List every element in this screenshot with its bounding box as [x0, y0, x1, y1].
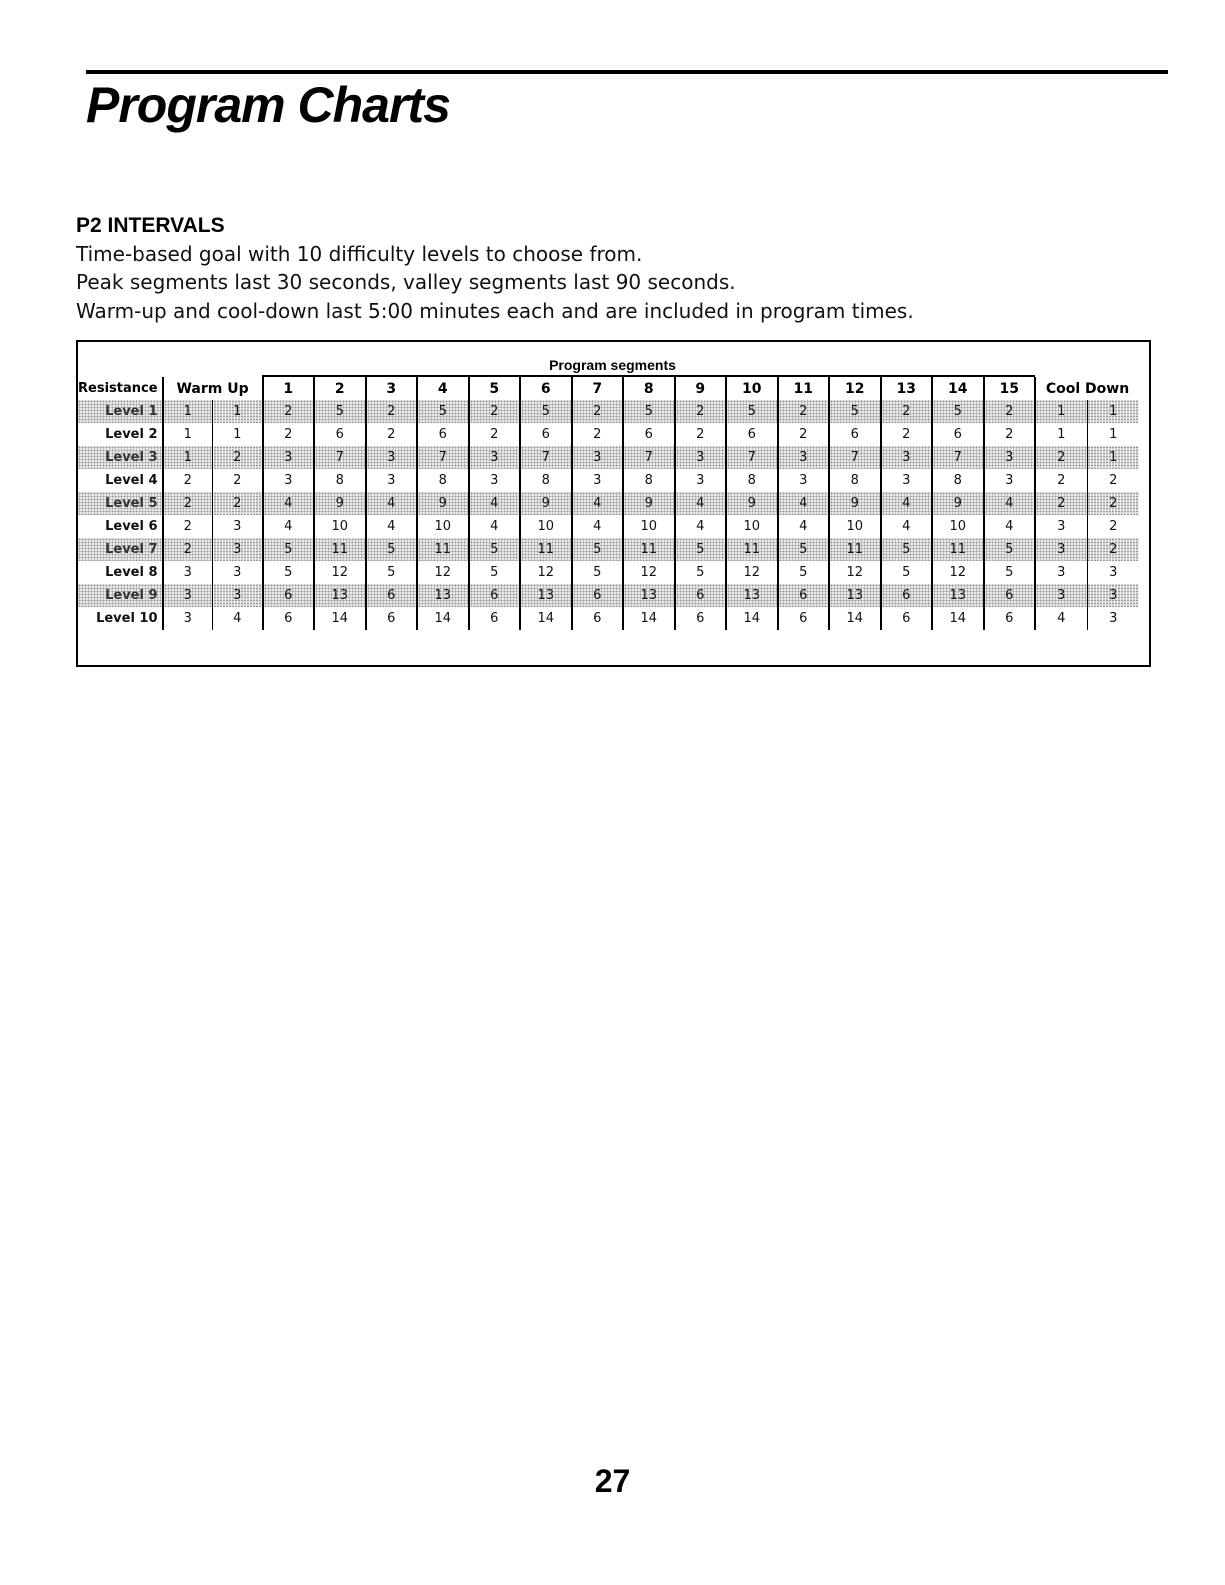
cool-down-cell: 1 [1035, 423, 1087, 446]
header-segment-7: 7 [572, 377, 624, 400]
segment-cell: 4 [263, 515, 315, 538]
segment-cell: 5 [726, 400, 778, 423]
table-row [78, 492, 1139, 515]
warm-up-cell: 3 [163, 584, 213, 607]
cool-down-cell: 2 [1035, 446, 1087, 469]
description-line-1: Time-based goal with 10 difficulty levels to choose from. [76, 242, 643, 266]
warm-up-cell: 2 [163, 538, 213, 561]
segment-cell: 3 [675, 469, 727, 492]
segment-cell: 10 [726, 515, 778, 538]
cool-down-cell: 3 [1087, 607, 1139, 630]
segment-cell: 6 [314, 423, 366, 446]
cool-down-cell: 2 [1087, 515, 1139, 538]
segment-cell: 3 [778, 446, 830, 469]
segment-cell: 11 [829, 538, 881, 561]
segment-cell: 12 [623, 561, 675, 584]
segment-cell: 14 [520, 607, 572, 630]
segment-cell: 5 [366, 561, 418, 584]
table-row [78, 515, 1139, 538]
segment-cell: 3 [366, 469, 418, 492]
segment-cell: 3 [881, 446, 933, 469]
segment-cell: 9 [932, 492, 984, 515]
header-segment-6: 6 [520, 377, 572, 400]
warm-up-cell: 3 [163, 607, 213, 630]
table-body [78, 400, 1139, 630]
segment-cell: 3 [675, 446, 727, 469]
cool-down-cell: 4 [1035, 607, 1087, 630]
segment-cell: 5 [675, 538, 727, 561]
segment-cell: 14 [726, 607, 778, 630]
segment-cell: 3 [778, 469, 830, 492]
segment-cell: 2 [263, 400, 315, 423]
warm-up-cell: 1 [163, 446, 213, 469]
segment-cell: 4 [675, 515, 727, 538]
segment-cell: 4 [984, 515, 1036, 538]
segment-cell: 3 [984, 469, 1036, 492]
segment-cell: 8 [623, 469, 675, 492]
segment-cell: 5 [932, 400, 984, 423]
segment-cell: 4 [469, 492, 521, 515]
program-segments-title: Program segments [549, 357, 676, 373]
page-number: 27 [594, 1463, 631, 1499]
segment-cell: 13 [520, 584, 572, 607]
segment-cell: 7 [520, 446, 572, 469]
segment-cell: 3 [263, 446, 315, 469]
segment-cell: 8 [417, 469, 469, 492]
segment-cell: 6 [263, 584, 315, 607]
segment-cell: 2 [984, 400, 1036, 423]
warm-up-cell: 2 [213, 446, 263, 469]
segment-cell: 6 [675, 584, 727, 607]
warm-up-cell: 1 [213, 400, 263, 423]
segment-cell: 12 [726, 561, 778, 584]
segment-cell: 9 [623, 492, 675, 515]
warm-up-cell: 2 [163, 515, 213, 538]
row-label: Level 7 [78, 538, 163, 561]
segment-cell: 6 [675, 607, 727, 630]
segment-cell: 2 [263, 423, 315, 446]
table-row [78, 469, 1139, 492]
segment-cell: 6 [778, 584, 830, 607]
segment-cell: 11 [932, 538, 984, 561]
segment-cell: 6 [469, 584, 521, 607]
table-row [78, 400, 1139, 423]
header-segment-8: 8 [623, 377, 675, 400]
segment-cell: 4 [572, 492, 624, 515]
header-segment-9: 9 [675, 377, 727, 400]
segment-cell: 6 [881, 584, 933, 607]
segment-cell: 6 [829, 423, 881, 446]
warm-up-cell: 4 [233, 611, 242, 626]
segment-cell: 5 [314, 400, 366, 423]
cool-down-cell: 2 [1035, 492, 1087, 515]
segment-cell: 8 [829, 469, 881, 492]
segment-cell: 4 [263, 492, 315, 515]
warm-up-cell: 1 [163, 400, 213, 423]
segment-cell: 9 [314, 492, 366, 515]
segment-cell: 2 [675, 400, 727, 423]
row-label: Level 1 [78, 400, 163, 423]
header-segment-13: 13 [881, 377, 933, 400]
segment-cell: 12 [520, 561, 572, 584]
segment-cell: 6 [520, 423, 572, 446]
segment-cell: 13 [314, 584, 366, 607]
segment-cell: 4 [778, 492, 830, 515]
segment-cell: 4 [469, 515, 521, 538]
segment-cell: 6 [984, 607, 1036, 630]
segment-cell: 7 [829, 446, 881, 469]
segment-cell: 5 [263, 538, 315, 561]
warm-up-cell: 2 [163, 469, 213, 492]
row-label: Level 10 [78, 607, 163, 630]
warm-up-cell: 1 [233, 427, 242, 442]
cool-down-cell: 3 [1035, 538, 1087, 561]
segment-cell: 2 [675, 423, 727, 446]
header-segment-15: 15 [984, 377, 1036, 400]
segment-cell: 7 [726, 446, 778, 469]
segment-cell: 4 [881, 515, 933, 538]
segment-cell: 5 [572, 561, 624, 584]
segment-cell: 10 [829, 515, 881, 538]
segment-cell: 2 [881, 423, 933, 446]
segment-cell: 10 [623, 515, 675, 538]
segment-cell: 8 [314, 469, 366, 492]
warm-up-cell: 3 [213, 538, 263, 561]
segment-cell: 5 [881, 561, 933, 584]
segment-cell: 5 [984, 561, 1036, 584]
segment-cell: 4 [881, 492, 933, 515]
segment-cell: 11 [520, 538, 572, 561]
warm-up-cell: 3 [213, 584, 263, 607]
header-resistance: Resistance [78, 377, 163, 400]
header-segment-5: 5 [469, 377, 521, 400]
segment-cell: 3 [572, 446, 624, 469]
row-label: Level 8 [78, 561, 163, 584]
row-label: Level 5 [78, 492, 163, 515]
segment-cell: 3 [263, 469, 315, 492]
table-row [78, 584, 1139, 607]
top-rule [86, 70, 1168, 74]
segment-cell: 3 [469, 446, 521, 469]
segment-cell: 2 [778, 423, 830, 446]
segment-cell: 14 [623, 607, 675, 630]
header-segment-2: 2 [314, 377, 366, 400]
header-segment-1: 1 [263, 377, 315, 400]
cool-down-cell: 2 [1087, 469, 1139, 492]
segment-cell: 12 [314, 561, 366, 584]
table-row [78, 446, 1139, 469]
cool-down-cell: 3 [1087, 561, 1139, 584]
segment-cell: 4 [984, 492, 1036, 515]
segment-cell: 6 [726, 423, 778, 446]
header-segment-4: 4 [417, 377, 469, 400]
cool-down-cell: 1 [1035, 400, 1087, 423]
segment-cell: 11 [726, 538, 778, 561]
segment-cell: 9 [829, 492, 881, 515]
segment-cell: 6 [881, 607, 933, 630]
segment-cell: 6 [417, 423, 469, 446]
row-label: Level 2 [78, 423, 163, 446]
header-segment-3: 3 [366, 377, 418, 400]
header-segment-14: 14 [932, 377, 984, 400]
segment-cell: 3 [469, 469, 521, 492]
segment-cell: 6 [572, 584, 624, 607]
segment-cell: 2 [366, 423, 418, 446]
header-cool-down: Cool Down [1035, 377, 1139, 400]
row-label: Level 9 [78, 584, 163, 607]
segment-cell: 6 [623, 423, 675, 446]
program-table [78, 377, 1139, 630]
segment-cell: 10 [520, 515, 572, 538]
cool-down-cell: 2 [1087, 492, 1139, 515]
segment-cell: 2 [469, 400, 521, 423]
segment-cell: 6 [778, 607, 830, 630]
segment-cell: 12 [932, 561, 984, 584]
cool-down-cell: 2 [1087, 538, 1139, 561]
segment-cell: 5 [417, 400, 469, 423]
segment-cell: 5 [263, 561, 315, 584]
cool-down-cell: 3 [1035, 515, 1087, 538]
segment-cell: 5 [778, 561, 830, 584]
segment-cell: 8 [520, 469, 572, 492]
segment-cell: 5 [366, 538, 418, 561]
cool-down-cell: 1 [1087, 400, 1139, 423]
segment-cell: 6 [469, 607, 521, 630]
warm-up-cell: 2 [213, 492, 263, 515]
segment-cell: 4 [366, 515, 418, 538]
segment-cell: 10 [314, 515, 366, 538]
segment-cell: 7 [314, 446, 366, 469]
segment-cell: 6 [366, 584, 418, 607]
segment-cell: 2 [572, 423, 624, 446]
description-line-2: Peak segments last 30 seconds, valley segments last 90 seconds. [76, 270, 736, 294]
section-title: P2 INTERVALS [76, 214, 225, 237]
segment-cell: 12 [417, 561, 469, 584]
segment-cell: 5 [469, 538, 521, 561]
table-row [78, 538, 1139, 561]
segment-cell: 5 [829, 400, 881, 423]
segment-cell: 5 [623, 400, 675, 423]
warm-up-cell: 3 [233, 519, 242, 534]
page-title: Program Charts [86, 77, 450, 133]
warm-up-cell: 2 [233, 473, 242, 488]
segment-cell: 14 [829, 607, 881, 630]
row-label: Level 4 [78, 469, 163, 492]
segment-cell: 13 [417, 584, 469, 607]
segment-cell: 8 [932, 469, 984, 492]
warm-up-cell: 3 [163, 561, 213, 584]
cool-down-cell: 3 [1087, 584, 1139, 607]
segment-cell: 3 [984, 446, 1036, 469]
segment-cell: 2 [366, 400, 418, 423]
table-header-row [78, 377, 1139, 400]
warm-up-cell: 1 [163, 423, 213, 446]
description-line-3: Warm-up and cool-down last 5:00 minutes each and are included in program times. [76, 299, 914, 323]
segment-cell: 7 [932, 446, 984, 469]
header-segment-11: 11 [778, 377, 830, 400]
segment-cell: 2 [778, 400, 830, 423]
segment-cell: 5 [881, 538, 933, 561]
segment-cell: 5 [520, 400, 572, 423]
segment-cell: 8 [726, 469, 778, 492]
segment-cell: 14 [314, 607, 366, 630]
segment-cell: 10 [932, 515, 984, 538]
segment-cell: 5 [572, 538, 624, 561]
segment-cell: 14 [417, 607, 469, 630]
segment-cell: 13 [623, 584, 675, 607]
segment-cell: 6 [263, 607, 315, 630]
cool-down-cell: 3 [1035, 584, 1087, 607]
warm-up-cell: 2 [163, 492, 213, 515]
header-segment-10: 10 [726, 377, 778, 400]
segment-cell: 5 [675, 561, 727, 584]
segment-cell: 2 [984, 423, 1036, 446]
segment-cell: 9 [417, 492, 469, 515]
segment-cell: 3 [572, 469, 624, 492]
header-warm-up: Warm Up [176, 380, 249, 397]
header-segment-12: 12 [829, 377, 881, 400]
segment-cell: 10 [417, 515, 469, 538]
table-row [78, 561, 1139, 584]
warm-up-cell: 3 [233, 565, 242, 580]
row-label: Level 3 [78, 446, 163, 469]
segment-cell: 7 [417, 446, 469, 469]
segment-cell: 12 [829, 561, 881, 584]
segment-cell: 6 [366, 607, 418, 630]
segment-cell: 4 [675, 492, 727, 515]
row-label: Level 6 [78, 515, 163, 538]
segment-cell: 2 [881, 400, 933, 423]
cool-down-cell: 1 [1087, 446, 1139, 469]
segment-cell: 11 [623, 538, 675, 561]
segment-cell: 13 [726, 584, 778, 607]
segment-cell: 11 [314, 538, 366, 561]
segment-cell: 6 [984, 584, 1036, 607]
cool-down-cell: 2 [1035, 469, 1087, 492]
segment-cell: 4 [572, 515, 624, 538]
segment-cell: 4 [778, 515, 830, 538]
segment-cell: 2 [572, 400, 624, 423]
segment-cell: 9 [520, 492, 572, 515]
segment-cell: 5 [469, 561, 521, 584]
segment-cell: 13 [829, 584, 881, 607]
segment-cell: 6 [932, 423, 984, 446]
segment-cell: 5 [778, 538, 830, 561]
segment-cell: 3 [366, 446, 418, 469]
segment-cell: 13 [932, 584, 984, 607]
segment-cell: 4 [366, 492, 418, 515]
segment-cell: 6 [572, 607, 624, 630]
segment-cell: 2 [469, 423, 521, 446]
segment-cell: 14 [932, 607, 984, 630]
table-row [78, 423, 1139, 446]
cool-down-cell: 1 [1087, 423, 1139, 446]
segment-cell: 5 [984, 538, 1036, 561]
cool-down-cell: 3 [1035, 561, 1087, 584]
segment-cell: 11 [417, 538, 469, 561]
table-row [78, 607, 1139, 630]
segment-cell: 3 [881, 469, 933, 492]
segment-cell: 7 [623, 446, 675, 469]
segment-cell: 9 [726, 492, 778, 515]
